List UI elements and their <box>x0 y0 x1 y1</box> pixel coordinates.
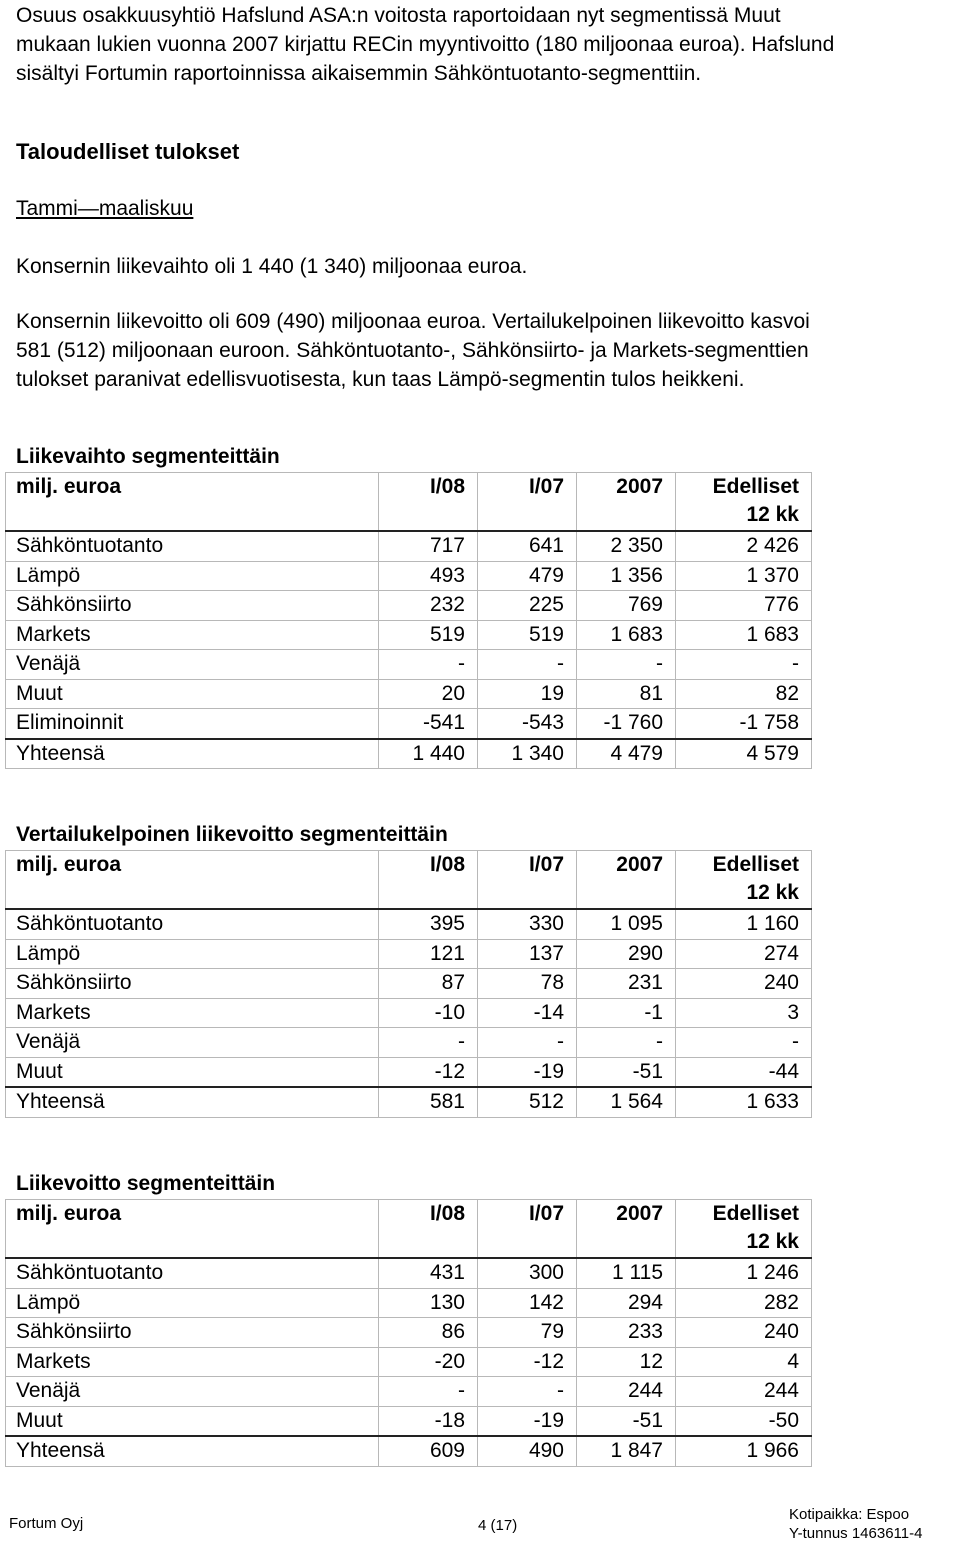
footer-page-number: 4 (17) <box>478 1517 518 1534</box>
value-cell: 290 <box>577 939 676 969</box>
table-row <box>6 1028 812 1058</box>
table-row <box>6 1318 812 1348</box>
col-header-prev-12m-line1: Edelliset <box>712 1202 799 1225</box>
value-cell: 479 <box>478 561 577 591</box>
value-cell: 244 <box>577 1377 676 1407</box>
value-cell: 1 340 <box>478 739 577 769</box>
col-header-2007: 2007 <box>577 1200 676 1259</box>
col-header-i08: I/08 <box>379 851 478 910</box>
col-header-prev-12m-line2: 12 kk <box>746 503 799 526</box>
value-cell: 581 <box>379 1087 478 1117</box>
value-cell: 717 <box>379 531 478 561</box>
value-cell: 519 <box>478 620 577 650</box>
unit-header: milj. euroa <box>6 1200 379 1259</box>
value-cell: 1 683 <box>676 620 812 650</box>
table-row <box>6 1406 812 1436</box>
value-cell: -543 <box>478 709 577 739</box>
segment-label: Venäjä <box>6 1028 379 1058</box>
table-title-operating-profit: Liikevoitto segmenteittäin <box>16 1172 276 1195</box>
segment-label: Sähkönsiirto <box>6 1318 379 1348</box>
value-cell: -20 <box>379 1347 478 1377</box>
value-cell: 4 579 <box>676 739 812 769</box>
value-cell: -1 <box>577 998 676 1028</box>
col-header-i07: I/07 <box>478 851 577 910</box>
value-cell: 81 <box>577 679 676 709</box>
segment-label: Markets <box>6 620 379 650</box>
value-cell: 225 <box>478 591 577 621</box>
value-cell: -51 <box>577 1057 676 1087</box>
value-cell: 641 <box>478 531 577 561</box>
col-header-prev-12m-line1: Edelliset <box>712 853 799 876</box>
segment-label: Venäjä <box>6 1377 379 1407</box>
table-row <box>6 591 812 621</box>
segment-label: Sähköntuotanto <box>6 909 379 939</box>
footer-business-id: Y-tunnus 1463611-4 <box>789 1525 923 1542</box>
value-cell: 82 <box>676 679 812 709</box>
value-cell: 4 <box>676 1347 812 1377</box>
segment-label: Sähköntuotanto <box>6 1258 379 1288</box>
value-cell: - <box>478 1028 577 1058</box>
table-row <box>6 1258 812 1288</box>
value-cell: - <box>577 650 676 680</box>
value-cell: - <box>676 650 812 680</box>
value-cell: 1 115 <box>577 1258 676 1288</box>
value-cell: 294 <box>577 1288 676 1318</box>
total-row <box>6 1087 812 1117</box>
segment-label: Sähkönsiirto <box>6 969 379 999</box>
table-row <box>6 1377 812 1407</box>
table-row <box>6 1288 812 1318</box>
value-cell: 121 <box>379 939 478 969</box>
segment-label: Venäjä <box>6 650 379 680</box>
value-cell: 330 <box>478 909 577 939</box>
intro-line-3: sisältyi Fortumin raportoinnissa aikaisemmin Sähköntuotanto-segmenttiin. <box>16 62 702 85</box>
segment-label: Yhteensä <box>6 1087 379 1117</box>
col-header-prev-12m-line1: Edelliset <box>712 475 799 498</box>
value-cell: 300 <box>478 1258 577 1288</box>
value-cell: - <box>577 1028 676 1058</box>
value-cell: -12 <box>379 1057 478 1087</box>
value-cell: 19 <box>478 679 577 709</box>
col-header-i08: I/08 <box>379 1200 478 1259</box>
value-cell: 231 <box>577 969 676 999</box>
value-cell: 244 <box>676 1377 812 1407</box>
value-cell: 4 479 <box>577 739 676 769</box>
table-row <box>6 620 812 650</box>
value-cell: 79 <box>478 1318 577 1348</box>
value-cell: 1 160 <box>676 909 812 939</box>
col-header-prev-12m-line2: 12 kk <box>746 881 799 904</box>
value-cell: -44 <box>676 1057 812 1087</box>
segment-label: Muut <box>6 1406 379 1436</box>
segment-label: Lämpö <box>6 561 379 591</box>
value-cell: 240 <box>676 969 812 999</box>
value-cell: - <box>478 1377 577 1407</box>
value-cell: 137 <box>478 939 577 969</box>
col-header-2007: 2007 <box>577 851 676 910</box>
value-cell: 233 <box>577 1318 676 1348</box>
value-cell: 20 <box>379 679 478 709</box>
revenue-by-segment-table <box>5 472 812 769</box>
value-cell: 274 <box>676 939 812 969</box>
value-cell: 282 <box>676 1288 812 1318</box>
footer-company: Fortum Oyj <box>9 1515 84 1532</box>
value-cell: 232 <box>379 591 478 621</box>
table-title-comparable-profit: Vertailukelpoinen liikevoitto segmenteittäin <box>16 823 448 846</box>
value-cell: 87 <box>379 969 478 999</box>
col-header-prev-12m <box>676 1200 812 1259</box>
profit-line-1: Konsernin liikevoitto oli 609 (490) miljoonaa euroa. Vertailukelpoinen liikevoitto kasvoi <box>16 310 810 333</box>
col-header-prev-12m <box>676 851 812 910</box>
value-cell: 490 <box>478 1436 577 1466</box>
value-cell: - <box>478 650 577 680</box>
segment-label: Yhteensä <box>6 739 379 769</box>
period-subheading: Tammi—maaliskuu <box>16 197 194 220</box>
value-cell: 512 <box>478 1087 577 1117</box>
table-row <box>6 939 812 969</box>
value-cell: 1 356 <box>577 561 676 591</box>
col-header-i07: I/07 <box>478 473 577 532</box>
value-cell: 86 <box>379 1318 478 1348</box>
value-cell: 1 246 <box>676 1258 812 1288</box>
segment-label: Sähköntuotanto <box>6 531 379 561</box>
segment-label: Markets <box>6 1347 379 1377</box>
value-cell: 1 440 <box>379 739 478 769</box>
value-cell: -51 <box>577 1406 676 1436</box>
segment-label: Lämpö <box>6 1288 379 1318</box>
value-cell: 78 <box>478 969 577 999</box>
value-cell: 1 966 <box>676 1436 812 1466</box>
value-cell: 2 350 <box>577 531 676 561</box>
total-row <box>6 1436 812 1466</box>
table-row <box>6 709 812 739</box>
table-row <box>6 909 812 939</box>
segment-label: Sähkönsiirto <box>6 591 379 621</box>
table-row <box>6 969 812 999</box>
table-title-revenue: Liikevaihto segmenteittäin <box>16 445 280 468</box>
segment-label: Markets <box>6 998 379 1028</box>
value-cell: 431 <box>379 1258 478 1288</box>
value-cell: 142 <box>478 1288 577 1318</box>
intro-line-2: mukaan lukien vuonna 2007 kirjattu RECin myyntivoitto (180 miljoonaa euroa). Hafslund <box>16 33 835 56</box>
value-cell: -12 <box>478 1347 577 1377</box>
value-cell: -19 <box>478 1406 577 1436</box>
value-cell: 395 <box>379 909 478 939</box>
operating-profit-table <box>5 1199 812 1467</box>
value-cell: - <box>379 1028 478 1058</box>
value-cell: -10 <box>379 998 478 1028</box>
value-cell: 130 <box>379 1288 478 1318</box>
value-cell: 769 <box>577 591 676 621</box>
comparable-operating-profit-table <box>5 850 812 1118</box>
table-row <box>6 679 812 709</box>
value-cell: 240 <box>676 1318 812 1348</box>
value-cell: - <box>676 1028 812 1058</box>
value-cell: 1 095 <box>577 909 676 939</box>
value-cell: 776 <box>676 591 812 621</box>
segment-label: Muut <box>6 679 379 709</box>
segment-label: Lämpö <box>6 939 379 969</box>
value-cell: 3 <box>676 998 812 1028</box>
table-row <box>6 1057 812 1087</box>
value-cell: -18 <box>379 1406 478 1436</box>
table-row <box>6 531 812 561</box>
col-header-i07: I/07 <box>478 1200 577 1259</box>
section-heading: Taloudelliset tulokset <box>16 139 240 164</box>
col-header-prev-12m-line2: 12 kk <box>746 1230 799 1253</box>
value-cell: -14 <box>478 998 577 1028</box>
value-cell: -19 <box>478 1057 577 1087</box>
profit-line-3: tulokset paranivat edellisvuotisesta, kun taas Lämpö-segmentin tulos heikkeni. <box>16 368 745 391</box>
value-cell: 609 <box>379 1436 478 1466</box>
segment-label: Eliminoinnit <box>6 709 379 739</box>
footer-domicile: Kotipaikka: Espoo <box>789 1506 910 1523</box>
value-cell: 1 633 <box>676 1087 812 1117</box>
profit-line-2: 581 (512) miljoonaan euroon. Sähköntuotanto-, Sähkönsiirto- ja Markets-segmenttien <box>16 339 809 362</box>
table-row <box>6 650 812 680</box>
value-cell: -541 <box>379 709 478 739</box>
unit-header: milj. euroa <box>6 473 379 532</box>
value-cell: - <box>379 650 478 680</box>
value-cell: 1 847 <box>577 1436 676 1466</box>
table-row <box>6 561 812 591</box>
intro-line-1: Osuus osakkuusyhtiö Hafslund ASA:n voitosta raportoidaan nyt segmentissä Muut <box>16 4 781 27</box>
segment-label: Muut <box>6 1057 379 1087</box>
value-cell: - <box>379 1377 478 1407</box>
value-cell: 493 <box>379 561 478 591</box>
table-row <box>6 1347 812 1377</box>
value-cell: -1 760 <box>577 709 676 739</box>
col-header-2007: 2007 <box>577 473 676 532</box>
value-cell: -50 <box>676 1406 812 1436</box>
value-cell: 1 683 <box>577 620 676 650</box>
unit-header: milj. euroa <box>6 851 379 910</box>
value-cell: 1 370 <box>676 561 812 591</box>
value-cell: -1 758 <box>676 709 812 739</box>
total-row <box>6 739 812 769</box>
segment-label: Yhteensä <box>6 1436 379 1466</box>
value-cell: 2 426 <box>676 531 812 561</box>
col-header-prev-12m <box>676 473 812 532</box>
revenue-paragraph: Konsernin liikevaihto oli 1 440 (1 340) miljoonaa euroa. <box>16 255 528 278</box>
value-cell: 519 <box>379 620 478 650</box>
table-row <box>6 998 812 1028</box>
value-cell: 12 <box>577 1347 676 1377</box>
col-header-i08: I/08 <box>379 473 478 532</box>
value-cell: 1 564 <box>577 1087 676 1117</box>
